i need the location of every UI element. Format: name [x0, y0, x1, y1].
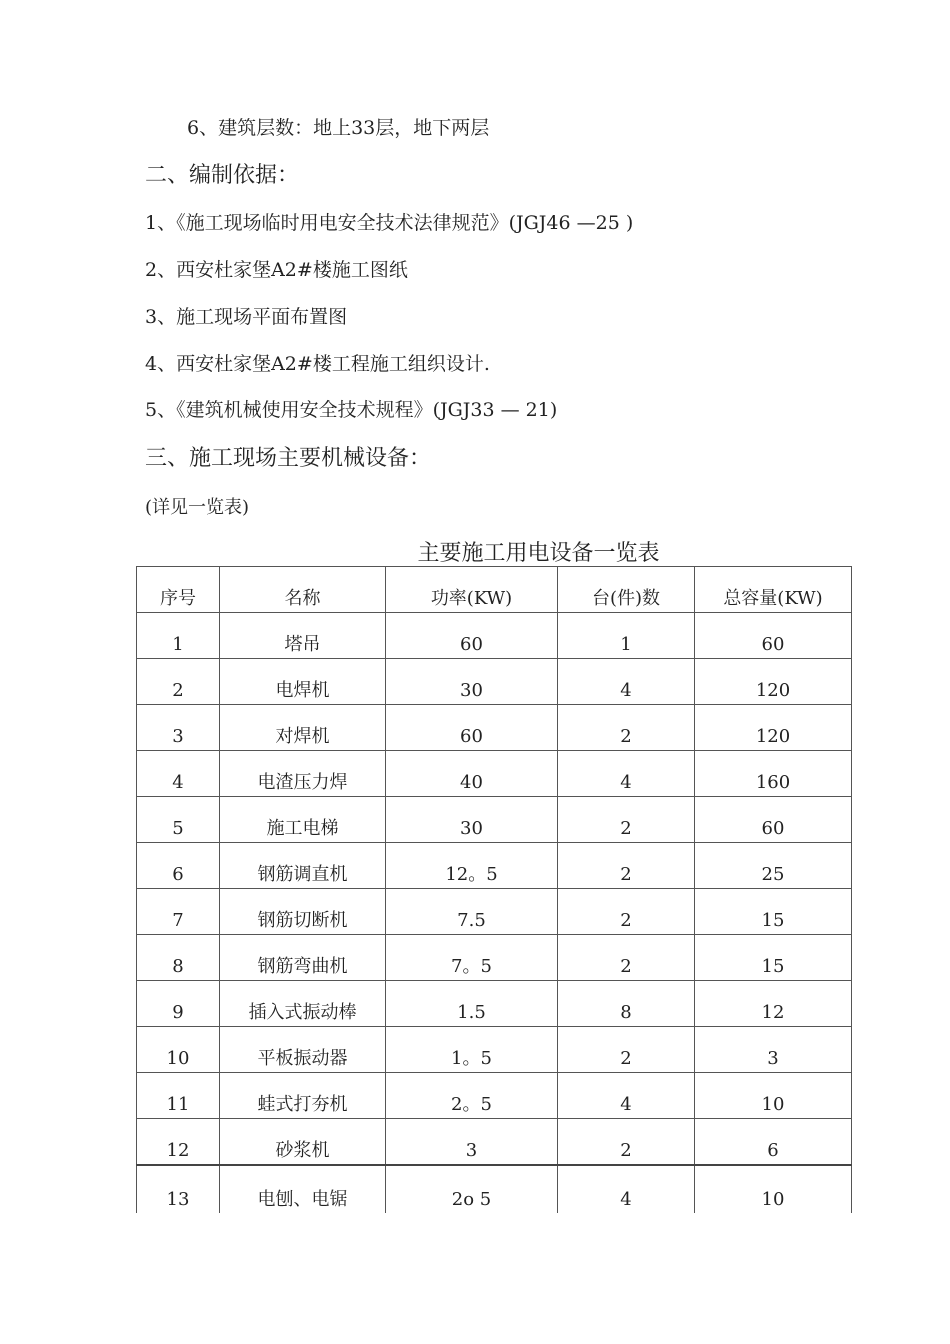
- cell-name: 砂浆机: [220, 1119, 386, 1166]
- table-row: [137, 659, 852, 705]
- cell-power: 12。5: [386, 843, 558, 889]
- cell-name: 蛙式打夯机: [220, 1073, 386, 1119]
- header-total-capacity: 总容量(KW): [695, 567, 852, 613]
- cell-power: 2。5: [386, 1073, 558, 1119]
- header-index: 序号: [137, 567, 220, 613]
- reference-3: 3、施工现场平面布置图: [145, 306, 348, 328]
- table-row: [137, 1119, 852, 1166]
- cell-index: 7: [137, 889, 220, 935]
- cell-power: 30: [386, 659, 558, 705]
- cell-quantity: 4: [558, 751, 695, 797]
- cell-quantity: 1: [558, 613, 695, 659]
- cell-index: 2: [137, 659, 220, 705]
- cell-total: 25: [695, 843, 852, 889]
- cell-quantity: 2: [558, 705, 695, 751]
- cell-name: 钢筋调直机: [220, 843, 386, 889]
- table-row: [137, 751, 852, 797]
- cell-power: 3: [386, 1119, 558, 1166]
- cell-index: 8: [137, 935, 220, 981]
- cell-quantity: 4: [558, 659, 695, 705]
- cell-quantity: 2: [558, 1027, 695, 1073]
- header-quantity: 台(件)数: [558, 567, 695, 613]
- cell-name: 插入式振动棒: [220, 981, 386, 1027]
- cell-index: 9: [137, 981, 220, 1027]
- table-row: [137, 705, 852, 751]
- section-3-heading: 三、施工现场主要机械设备：: [145, 446, 432, 471]
- cell-power: 60: [386, 705, 558, 751]
- cell-quantity: 2: [558, 889, 695, 935]
- cell-index: 11: [137, 1073, 220, 1119]
- cell-total: 15: [695, 935, 852, 981]
- reference-5: 5、《建筑机械使用安全技术规程》(JGJ33 — 21): [145, 399, 558, 421]
- cell-power: 2o 5: [386, 1165, 558, 1213]
- cell-total: 10: [695, 1073, 852, 1119]
- cell-index: 12: [137, 1119, 220, 1166]
- cell-name: 电刨、电锯: [220, 1165, 386, 1213]
- cell-name: 施工电梯: [220, 797, 386, 843]
- table-row: [137, 1165, 852, 1213]
- cell-quantity: 2: [558, 797, 695, 843]
- cell-total: 6: [695, 1119, 852, 1166]
- cell-index: 10: [137, 1027, 220, 1073]
- reference-4: 4、西安杜家堡A2#楼工程施工组织设计.: [145, 353, 490, 375]
- cell-quantity: 8: [558, 981, 695, 1027]
- cell-index: 3: [137, 705, 220, 751]
- cell-index: 5: [137, 797, 220, 843]
- table-row: [137, 935, 852, 981]
- cell-index: 1: [137, 613, 220, 659]
- cell-quantity: 4: [558, 1073, 695, 1119]
- cell-index: 4: [137, 751, 220, 797]
- cell-total: 3: [695, 1027, 852, 1073]
- equipment-table: [136, 566, 852, 1213]
- cell-name: 平板振动器: [220, 1027, 386, 1073]
- cell-total: 15: [695, 889, 852, 935]
- header-power: 功率(KW): [386, 567, 558, 613]
- table-title: 主要施工用电设备一览表: [417, 541, 660, 566]
- cell-total: 10: [695, 1165, 852, 1213]
- cell-power: 30: [386, 797, 558, 843]
- cell-quantity: 2: [558, 843, 695, 889]
- table-row: [137, 843, 852, 889]
- table-row: [137, 613, 852, 659]
- header-name: 名称: [220, 567, 386, 613]
- cell-total: 60: [695, 797, 852, 843]
- cell-power: 40: [386, 751, 558, 797]
- table-row: [137, 981, 852, 1027]
- cell-total: 120: [695, 659, 852, 705]
- cell-quantity: 2: [558, 1119, 695, 1166]
- table-row: [137, 1073, 852, 1119]
- cell-quantity: 2: [558, 935, 695, 981]
- cell-power: 1.5: [386, 981, 558, 1027]
- cell-power: 60: [386, 613, 558, 659]
- see-table-note: (详见一览表): [145, 497, 250, 518]
- cell-power: 7。5: [386, 935, 558, 981]
- reference-2: 2、西安杜家堡A2#楼施工图纸: [145, 259, 408, 281]
- cell-total: 160: [695, 751, 852, 797]
- cell-power: 1。5: [386, 1027, 558, 1073]
- table-row: [137, 797, 852, 843]
- cell-total: 12: [695, 981, 852, 1027]
- reference-1: 1、《施工现场临时用电安全技术法律规范》(JGJ46 —25 ): [145, 212, 634, 234]
- cell-name: 钢筋弯曲机: [220, 935, 386, 981]
- cell-quantity: 4: [558, 1165, 695, 1213]
- cell-name: 电渣压力焊: [220, 751, 386, 797]
- cell-name: 电焊机: [220, 659, 386, 705]
- cell-index: 6: [137, 843, 220, 889]
- cell-name: 塔吊: [220, 613, 386, 659]
- cell-total: 120: [695, 705, 852, 751]
- building-floors-line: 6、建筑层数：地上33层，地下两层: [187, 117, 490, 139]
- cell-name: 对焊机: [220, 705, 386, 751]
- cell-total: 60: [695, 613, 852, 659]
- cell-power: 7.5: [386, 889, 558, 935]
- cell-index: 13: [137, 1165, 220, 1213]
- table-header-row: [137, 567, 852, 613]
- cell-name: 钢筋切断机: [220, 889, 386, 935]
- table-row: [137, 889, 852, 935]
- section-2-heading: 二、编制依据：: [145, 163, 300, 188]
- table-row: [137, 1027, 852, 1073]
